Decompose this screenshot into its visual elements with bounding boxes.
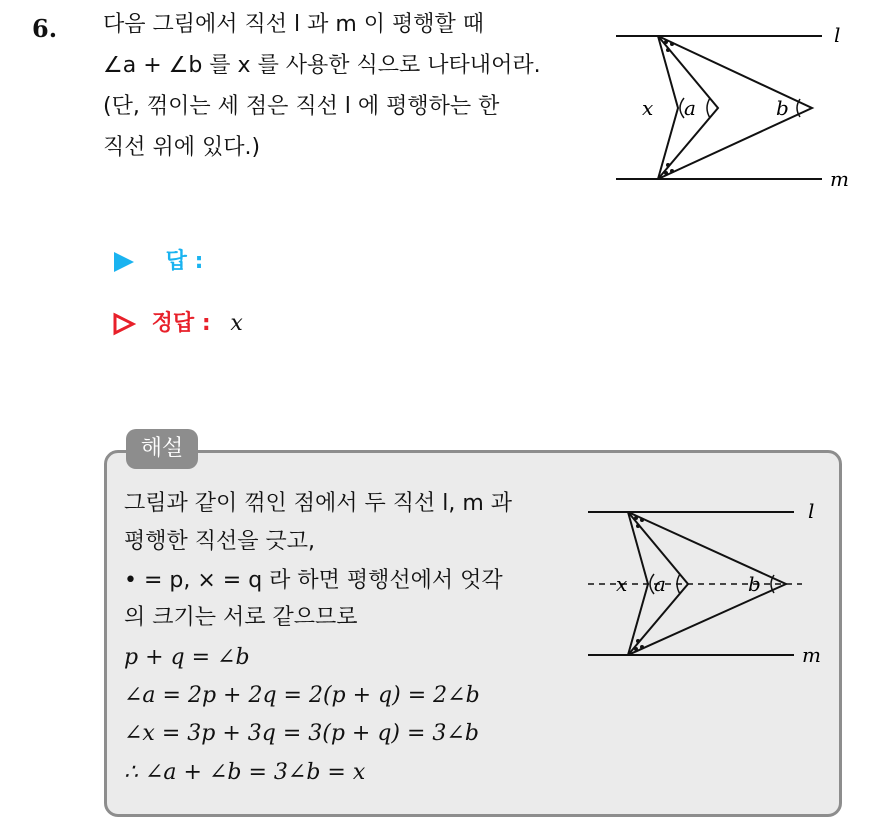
dot-mark <box>636 524 640 528</box>
label-b: b <box>748 572 761 596</box>
dot-mark <box>636 639 640 643</box>
answer-label: 답 : <box>165 249 204 274</box>
path-b <box>658 36 812 179</box>
question-line-2: ∠a + ∠b 를 x 를 사용한 식으로 나타내어라. <box>103 53 541 78</box>
label-x: x <box>616 572 628 596</box>
question-line-1: 다음 그림에서 직선 l 과 m 이 평행할 때 <box>103 12 485 37</box>
correct-answer-row <box>112 306 243 337</box>
solution-line-5: p + q = ∠b <box>124 645 250 670</box>
path-b <box>628 512 786 655</box>
label-m: m <box>802 643 821 667</box>
outline-arrow-icon <box>112 312 136 336</box>
arc-a <box>707 98 710 118</box>
question-line-3: (단, 꺾이는 세 점은 직선 l 에 평행하는 한 <box>103 94 500 119</box>
solution-line-6: ∠a = 2p + 2q = 2(p + q) = 2∠b <box>124 683 480 708</box>
solution-tag: 해설 <box>126 429 198 469</box>
label-l: l <box>808 499 815 523</box>
solution-figure <box>572 492 834 672</box>
solution-line-1: 그림과 같이 꺾인 점에서 두 직선 l, m 과 <box>124 491 513 516</box>
solution-line-4: 의 크기는 서로 같으므로 <box>124 605 358 630</box>
solution-line-8: ∴ ∠a + ∠b = 3∠b = x <box>124 760 366 785</box>
label-b: b <box>776 96 789 120</box>
dot-mark <box>670 169 674 173</box>
dot-mark <box>664 171 668 175</box>
solution-line-2: 평행한 직선을 긋고, <box>124 529 315 554</box>
label-l: l <box>834 23 841 47</box>
solution-line-7: ∠x = 3p + 3q = 3(p + q) = 3∠b <box>124 721 479 746</box>
dot-mark <box>634 647 638 651</box>
question-line-4: 직선 위에 있다.) <box>103 135 261 160</box>
label-m: m <box>830 167 849 191</box>
dot-mark <box>666 163 670 167</box>
dot-mark <box>640 518 644 522</box>
label-x: x <box>642 96 654 120</box>
question-figure <box>600 16 860 196</box>
dot-mark <box>640 645 644 649</box>
dot-mark <box>634 516 638 520</box>
answer-row <box>112 244 203 275</box>
label-a: a <box>654 572 666 596</box>
dot-mark <box>666 48 670 52</box>
dot-mark <box>664 40 668 44</box>
play-arrow-icon <box>112 250 136 274</box>
solution-line-3: • = p, × = q 라 하면 평행선에서 엇각 <box>124 568 503 593</box>
correct-answer-label: 정답 : <box>151 311 211 336</box>
label-a: a <box>684 96 696 120</box>
question-number: 6. <box>32 14 58 43</box>
dot-mark <box>670 42 674 46</box>
correct-answer-value: x <box>230 311 243 336</box>
